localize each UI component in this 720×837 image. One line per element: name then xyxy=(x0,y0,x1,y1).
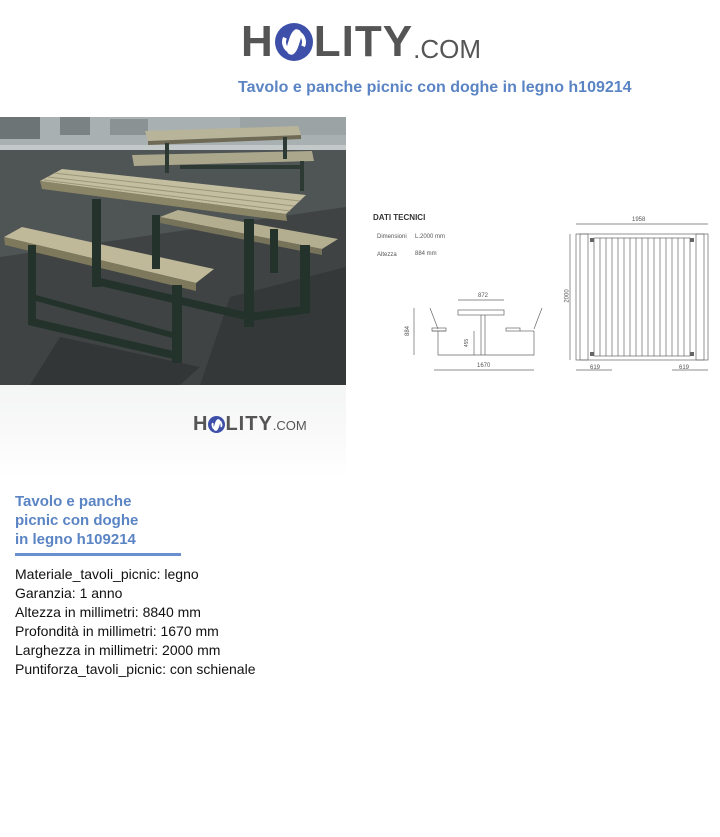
tech-heading: DATI TECNICI xyxy=(373,213,426,222)
logo-small-letter-h: H xyxy=(193,413,209,435)
product-photo xyxy=(0,117,346,385)
dim-height: 884 xyxy=(405,325,412,337)
brand-logo-small xyxy=(193,412,307,434)
technical-drawing xyxy=(366,208,714,380)
tech-label-dimensions: Dimensioni xyxy=(377,234,407,240)
dim-overall-width: 1958 xyxy=(632,217,646,223)
logo-small-suffix: .COM xyxy=(272,418,307,433)
spec-material: Materiale_tavoli_picnic: legno xyxy=(15,566,199,582)
dim-seat-height: 455 xyxy=(464,338,471,348)
logo-o-icon xyxy=(275,23,313,61)
dim-depth: 1670 xyxy=(477,363,491,369)
spec-height: Altezza in millimetri: 8840 mm xyxy=(15,604,201,620)
logo-letter-h: H xyxy=(241,17,274,66)
tech-value-height: 884 mm xyxy=(415,251,437,257)
product-title-line: picnic con doghe xyxy=(15,512,139,529)
spec-list xyxy=(15,565,255,679)
spec-depth: Profondità in millimetri: 1670 mm xyxy=(15,623,219,639)
spec-width: Larghezza in millimetri: 2000 mm xyxy=(15,642,221,658)
logo-letters: LITY xyxy=(313,17,414,66)
dim-bench-right: 619 xyxy=(679,365,690,371)
tech-value-dimensions: L.2000 mm xyxy=(415,234,446,240)
dim-top-width: 872 xyxy=(478,293,489,299)
product-title xyxy=(15,492,165,549)
page-title: Tavolo e panche picnic con doghe in legno h109214 xyxy=(238,79,632,96)
logo-suffix: .COM xyxy=(413,34,481,64)
product-title-line: Tavolo e panche xyxy=(15,493,132,510)
dim-length: 2000 xyxy=(564,289,571,303)
logo-small-letters: LITY xyxy=(225,413,273,435)
brand-logo[interactable] xyxy=(241,18,481,64)
tech-label-height: Altezza xyxy=(377,252,397,258)
product-title-line: in legno h109214 xyxy=(15,531,136,548)
spec-warranty: Garanzia: 1 anno xyxy=(15,585,123,601)
spec-backrest: Puntiforza_tavoli_picnic: con schienale xyxy=(15,661,256,677)
title-divider xyxy=(15,553,181,556)
dim-bench-left: 619 xyxy=(590,365,601,371)
logo-small-o-icon xyxy=(208,416,225,433)
